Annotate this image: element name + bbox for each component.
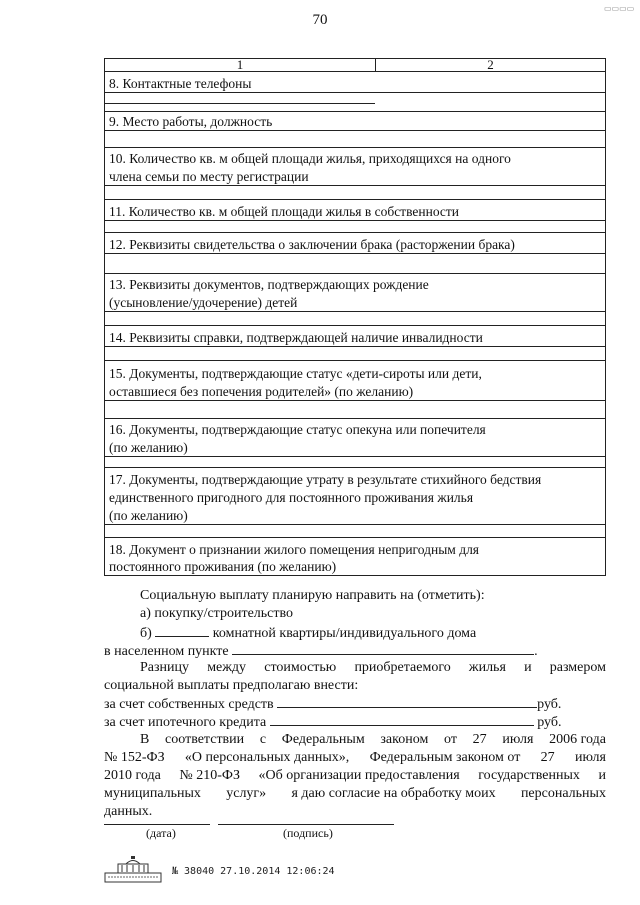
word: 27 — [472, 732, 487, 747]
own-funds-unit: руб. — [537, 697, 562, 712]
word: № 210-ФЗ — [179, 768, 240, 783]
signature-field[interactable] — [218, 824, 394, 825]
row-divider — [105, 537, 605, 538]
consent-line-2 — [104, 749, 606, 767]
signature-label: (подпись) — [283, 826, 333, 840]
row-divider — [105, 130, 605, 131]
word: персональных — [520, 786, 606, 801]
mortgage-line — [104, 713, 561, 732]
row-divider — [105, 185, 605, 186]
settlement-label: в населенном пункте — [104, 644, 229, 659]
word: «Об организации предоставления — [258, 768, 460, 783]
row-18-title-2: постоянного проживания (по желанию) — [109, 559, 337, 574]
row-divider — [105, 418, 605, 419]
own-funds-line — [104, 695, 561, 714]
row-divider — [105, 147, 605, 148]
mortgage-unit: руб. — [537, 715, 562, 730]
stamp-text: № 38040 27.10.2014 12:06:24 — [172, 866, 335, 877]
row-divider — [105, 524, 605, 525]
word: Федеральным — [281, 732, 365, 747]
option-b-line — [140, 624, 476, 643]
settlement-field[interactable] — [232, 642, 534, 655]
row-9-title: 9. Место работы, должность — [109, 114, 273, 129]
date-field[interactable] — [104, 824, 210, 825]
word: 2010 года — [104, 768, 161, 783]
word: 27 — [540, 750, 555, 765]
consent-line-4 — [104, 785, 606, 803]
mortgage-field[interactable] — [270, 713, 534, 726]
word: стоимостью — [264, 660, 337, 675]
form-table — [104, 58, 606, 576]
row-17-title-3: (по желанию) — [109, 508, 188, 523]
row-13-title-2: (усыновление/удочерение) детей — [109, 295, 298, 310]
header-divider — [105, 71, 605, 72]
row-18-title-1: 18. Документ о признании жилого помещения непригодным для — [109, 542, 480, 557]
difference-line-2: социальной выплаты предполагаю внести: — [104, 678, 359, 693]
word: законом — [380, 732, 429, 747]
consent-line-3 — [104, 767, 606, 785]
row-16-title-2: (по желанию) — [109, 440, 188, 455]
row-15-title-1: 15. Документы, подтверждающие статус «дети-сироты или дети, — [109, 366, 482, 381]
row-8-title: 8. Контактные телефоны — [109, 76, 252, 91]
word: № 152-ФЗ — [104, 750, 165, 765]
word: Разницу — [140, 660, 190, 675]
row-divider — [105, 92, 605, 93]
row-divider — [105, 325, 605, 326]
word: между — [207, 660, 247, 675]
row-15-title-2: оставшиеся без попечения родителей» (по желанию) — [109, 384, 414, 399]
row-10-title-2: члена семьи по месту регистрации — [109, 169, 309, 184]
own-funds-label: за счет собственных средств — [104, 697, 274, 712]
row-14-title: 14. Реквизиты справки, подтверждающей наличие инвалидности — [109, 330, 483, 345]
word: размером — [549, 660, 606, 675]
row-divider — [105, 400, 605, 401]
word: я даю согласие на обработку моих — [291, 786, 496, 801]
corner-mark: ▭▭▭▭ — [604, 4, 635, 13]
row-17-title-1: 17. Документы, подтверждающие утрату в результате стихийного бедствия — [109, 472, 542, 487]
row-divider — [105, 232, 605, 233]
word: услуг» — [226, 786, 267, 801]
row-divider — [105, 103, 375, 104]
word: муниципальных — [104, 786, 201, 801]
row-11-title: 11. Количество кв. м общей площади жилья в собственности — [109, 204, 460, 219]
option-a: а) покупку/строительство — [140, 606, 294, 621]
option-b-label: б) — [140, 626, 152, 641]
word: и — [598, 768, 606, 783]
consent-line-5: данных. — [104, 804, 153, 819]
date-label: (дата) — [146, 826, 176, 840]
social-payment-text: Социальную выплату планирую направить на (отметить): — [140, 588, 485, 603]
row-12-title: 12. Реквизиты свидетельства о заключении брака (расторжении брака) — [109, 237, 515, 252]
row-16-title-1: 16. Документы, подтверждающие статус опекуна или попечителя — [109, 422, 486, 437]
mortgage-label: за счет ипотечного кредита — [104, 715, 267, 730]
option-b-text: комнатной квартиры/индивидуального дома — [212, 626, 477, 641]
word: с — [259, 732, 267, 747]
word: Федеральным законом от — [369, 750, 521, 765]
row-10-title-1: 10. Количество кв. м общей площади жилья, приходящихся на одного — [109, 151, 511, 166]
word: от — [444, 732, 457, 747]
word: жилья — [468, 660, 506, 675]
word: приобретаемого — [354, 660, 451, 675]
column-header-1: 1 — [236, 57, 244, 72]
row-divider — [105, 199, 605, 200]
row-13-title-1: 13. Реквизиты документов, подтверждающих рождение — [109, 277, 429, 292]
column-header-2: 2 — [487, 57, 494, 72]
word: 2006 года — [549, 732, 606, 747]
word: государственных — [478, 768, 580, 783]
word: июля — [574, 750, 606, 765]
row-divider — [105, 311, 605, 312]
own-funds-field[interactable] — [277, 695, 537, 708]
word: В — [140, 732, 150, 747]
row-divider — [105, 273, 605, 274]
row-divider — [105, 360, 605, 361]
row-divider — [105, 111, 605, 112]
row-divider — [105, 253, 605, 254]
row-divider — [105, 220, 605, 221]
document-stamp — [104, 855, 335, 887]
row-17-title-2: единственного пригодного для постоянного проживания жилья — [109, 490, 474, 505]
word: «О персональных данных», — [184, 750, 350, 765]
row-divider — [105, 467, 605, 468]
government-building-stamp-icon — [104, 855, 162, 883]
word: июля — [502, 732, 534, 747]
word: соответствии — [165, 732, 245, 747]
row-divider — [105, 346, 605, 347]
page-number: 70 — [312, 12, 328, 28]
difference-line-1 — [140, 659, 606, 677]
rooms-count-field[interactable] — [155, 624, 209, 637]
consent-line-1 — [140, 731, 606, 749]
row-divider — [105, 456, 605, 457]
word: и — [524, 660, 532, 675]
settlement-period: . — [534, 644, 538, 659]
